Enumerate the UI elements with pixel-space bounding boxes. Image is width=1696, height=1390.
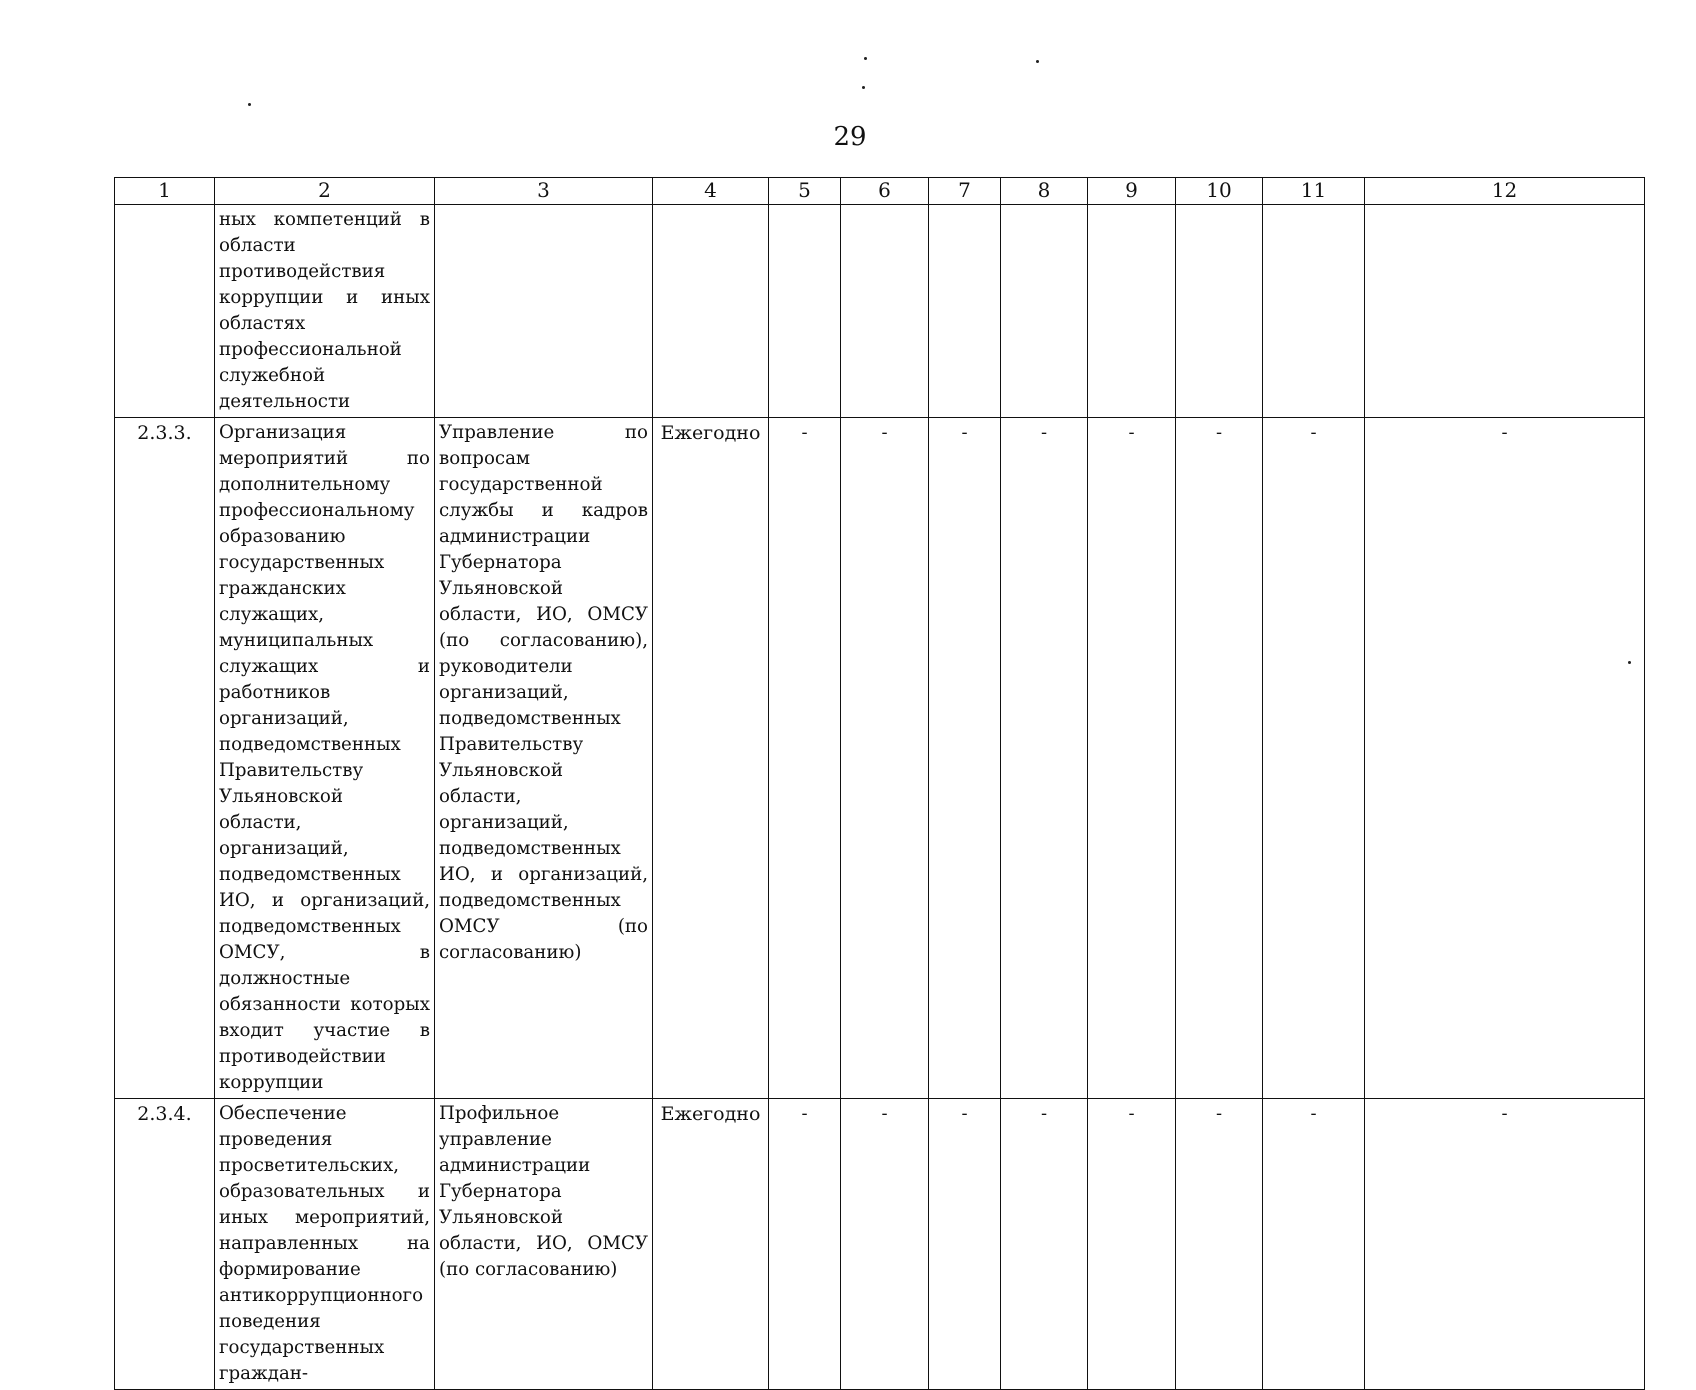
period-text: Ежегодно <box>653 418 769 1099</box>
plan-table <box>114 177 1645 1390</box>
value-cell <box>1088 205 1176 418</box>
value-cell: - <box>769 418 841 1099</box>
measure-text: Обеспечение проведения просветительских, образовательных и иных мероприятий, направленных на формирование антикоррупционного поведения государственных граждан- <box>215 1099 435 1390</box>
responsible-text: Управление по вопросам государственной службы и кадров администрации Губернатора Ульяновской области, ИО, ОМСУ (по согласованию), руководители организаций, подведомственных Правительству Ульяновской области, организаций, подведомственных ИО, и организаций, подведомственных ОМСУ (по согласованию) <box>435 418 653 1099</box>
value-cell: - <box>841 418 929 1099</box>
measure-text: Организация мероприятий по дополнительному профессиональному образованию государственных гражданских служащих, муниципальных служащих и работников организаций, подведомственных Правительству Ульяновской области, организаций, подведомственных ИО, и организаций, подведомственных ОМСУ, в должностные обязанности которых входит участие в противодействии коррупции <box>215 418 435 1099</box>
scan-speck <box>248 103 251 106</box>
value-cell <box>1263 205 1365 418</box>
value-cell: - <box>1365 1099 1645 1390</box>
header-row <box>115 178 1645 205</box>
column-header: 8 <box>1001 178 1088 205</box>
period-text <box>653 205 769 418</box>
column-header: 12 <box>1365 178 1645 205</box>
value-cell <box>1176 205 1263 418</box>
column-header: 9 <box>1088 178 1176 205</box>
scan-speck <box>1036 60 1039 63</box>
value-cell <box>841 205 929 418</box>
table-row <box>115 205 1645 418</box>
column-header: 3 <box>435 178 653 205</box>
scan-speck <box>864 57 867 60</box>
value-cell: - <box>1176 1099 1263 1390</box>
value-cell: - <box>1365 418 1645 1099</box>
column-header: 4 <box>653 178 769 205</box>
row-number: 2.3.4. <box>115 1099 215 1390</box>
value-cell: - <box>841 1099 929 1390</box>
column-header: 10 <box>1176 178 1263 205</box>
value-cell <box>1001 205 1088 418</box>
responsible-text <box>435 205 653 418</box>
row-number <box>115 205 215 418</box>
period-text: Ежегодно <box>653 1099 769 1390</box>
value-cell: - <box>1001 1099 1088 1390</box>
value-cell <box>769 205 841 418</box>
column-header: 5 <box>769 178 841 205</box>
value-cell: - <box>1263 1099 1365 1390</box>
column-header: 7 <box>929 178 1001 205</box>
value-cell: - <box>1088 1099 1176 1390</box>
column-header: 2 <box>215 178 435 205</box>
row-number: 2.3.3. <box>115 418 215 1099</box>
table-row <box>115 1099 1645 1390</box>
value-cell: - <box>929 1099 1001 1390</box>
column-header: 11 <box>1263 178 1365 205</box>
scan-speck <box>862 86 865 89</box>
value-cell: - <box>1176 418 1263 1099</box>
column-header: 1 <box>115 178 215 205</box>
responsible-text: Профильное управление администрации Губернатора Ульяновской области, ИО, ОМСУ (по согласованию) <box>435 1099 653 1390</box>
table-row <box>115 418 1645 1099</box>
value-cell: - <box>1088 418 1176 1099</box>
value-cell <box>929 205 1001 418</box>
page-number: 29 <box>833 122 867 152</box>
value-cell: - <box>769 1099 841 1390</box>
value-cell: - <box>929 418 1001 1099</box>
value-cell <box>1365 205 1645 418</box>
value-cell: - <box>1001 418 1088 1099</box>
value-cell: - <box>1263 418 1365 1099</box>
column-header: 6 <box>841 178 929 205</box>
measure-text: ных компетенций в области противодействия коррупции и иных областях профессиональной служебной деятельности <box>215 205 435 418</box>
